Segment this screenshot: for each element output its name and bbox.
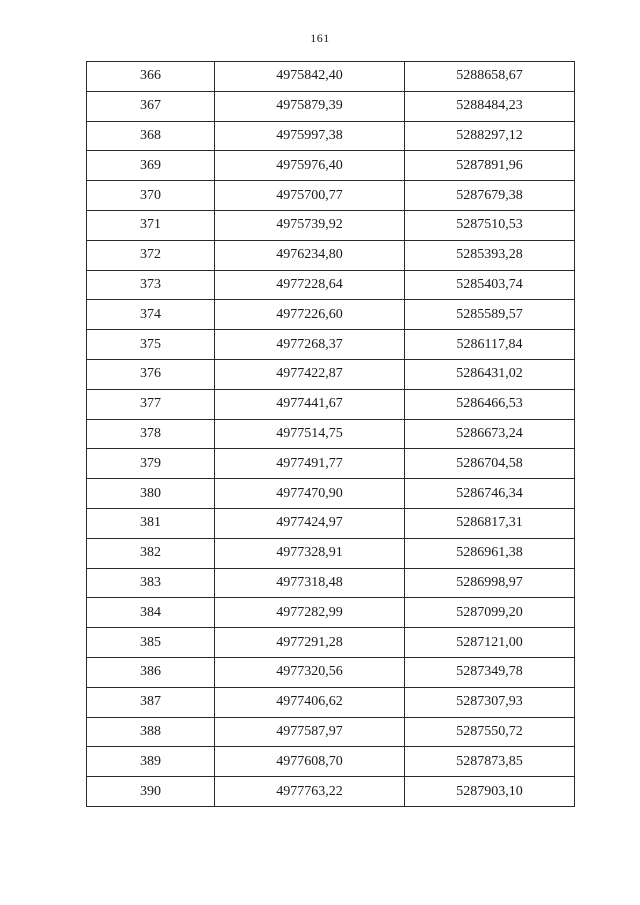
y-coordinate-cell: 5287510,53 [405,210,575,240]
x-coordinate-cell: 4977282,99 [215,598,405,628]
point-number-cell: 384 [87,598,215,628]
y-coordinate-cell: 5287550,72 [405,717,575,747]
table-row [87,419,575,449]
x-coordinate-cell: 4977291,28 [215,628,405,658]
y-coordinate-cell: 5287873,85 [405,747,575,777]
point-number-cell: 390 [87,777,215,807]
y-coordinate-cell: 5288484,23 [405,91,575,121]
table-row [87,210,575,240]
x-coordinate-cell: 4977424,97 [215,508,405,538]
x-coordinate-cell: 4977328,91 [215,538,405,568]
coordinates-table-body [87,62,575,807]
point-number-cell: 368 [87,121,215,151]
table-row [87,657,575,687]
y-coordinate-cell: 5287349,78 [405,657,575,687]
point-number-cell: 372 [87,240,215,270]
y-coordinate-cell: 5286817,31 [405,508,575,538]
point-number-cell: 373 [87,270,215,300]
table-row [87,598,575,628]
y-coordinate-cell: 5287099,20 [405,598,575,628]
x-coordinate-cell: 4977320,56 [215,657,405,687]
y-coordinate-cell: 5285393,28 [405,240,575,270]
point-number-cell: 381 [87,508,215,538]
table-row [87,240,575,270]
x-coordinate-cell: 4975842,40 [215,62,405,92]
y-coordinate-cell: 5285403,74 [405,270,575,300]
table-row [87,181,575,211]
point-number-cell: 378 [87,419,215,449]
point-number-cell: 380 [87,479,215,509]
point-number-cell: 389 [87,747,215,777]
x-coordinate-cell: 4977406,62 [215,687,405,717]
point-number-cell: 379 [87,449,215,479]
x-coordinate-cell: 4975700,77 [215,181,405,211]
table-row [87,449,575,479]
x-coordinate-cell: 4977491,77 [215,449,405,479]
y-coordinate-cell: 5286704,58 [405,449,575,479]
x-coordinate-cell: 4975997,38 [215,121,405,151]
y-coordinate-cell: 5288297,12 [405,121,575,151]
x-coordinate-cell: 4977268,37 [215,330,405,360]
point-number-cell: 386 [87,657,215,687]
table-row [87,538,575,568]
y-coordinate-cell: 5287307,93 [405,687,575,717]
table-row [87,359,575,389]
table-row [87,330,575,360]
table-row [87,777,575,807]
x-coordinate-cell: 4977608,70 [215,747,405,777]
point-number-cell: 385 [87,628,215,658]
y-coordinate-cell: 5286673,24 [405,419,575,449]
table-row [87,62,575,92]
y-coordinate-cell: 5286466,53 [405,389,575,419]
point-number-cell: 382 [87,538,215,568]
x-coordinate-cell: 4977318,48 [215,568,405,598]
y-coordinate-cell: 5286961,38 [405,538,575,568]
table-row [87,270,575,300]
y-coordinate-cell: 5286431,02 [405,359,575,389]
point-number-cell: 383 [87,568,215,598]
x-coordinate-cell: 4975879,39 [215,91,405,121]
point-number-cell: 376 [87,359,215,389]
table-row [87,628,575,658]
x-coordinate-cell: 4975976,40 [215,151,405,181]
x-coordinate-cell: 4975739,92 [215,210,405,240]
table-row [87,300,575,330]
y-coordinate-cell: 5286746,34 [405,479,575,509]
x-coordinate-cell: 4977587,97 [215,717,405,747]
y-coordinate-cell: 5287679,38 [405,181,575,211]
x-coordinate-cell: 4977470,90 [215,479,405,509]
point-number-cell: 388 [87,717,215,747]
point-number-cell: 375 [87,330,215,360]
y-coordinate-cell: 5287121,00 [405,628,575,658]
point-number-cell: 369 [87,151,215,181]
table-row [87,151,575,181]
point-number-cell: 371 [87,210,215,240]
x-coordinate-cell: 4977441,67 [215,389,405,419]
table-row [87,91,575,121]
point-number-cell: 366 [87,62,215,92]
table-row [87,687,575,717]
x-coordinate-cell: 4977763,22 [215,777,405,807]
table-row [87,568,575,598]
x-coordinate-cell: 4976234,80 [215,240,405,270]
x-coordinate-cell: 4977226,60 [215,300,405,330]
point-number-cell: 367 [87,91,215,121]
x-coordinate-cell: 4977514,75 [215,419,405,449]
y-coordinate-cell: 5287891,96 [405,151,575,181]
x-coordinate-cell: 4977422,87 [215,359,405,389]
table-row [87,479,575,509]
table-row [87,389,575,419]
y-coordinate-cell: 5288658,67 [405,62,575,92]
point-number-cell: 374 [87,300,215,330]
table-row [87,508,575,538]
y-coordinate-cell: 5285589,57 [405,300,575,330]
y-coordinate-cell: 5287903,10 [405,777,575,807]
point-number-cell: 377 [87,389,215,419]
y-coordinate-cell: 5286117,84 [405,330,575,360]
table-row [87,717,575,747]
table-row [87,121,575,151]
page-number: 161 [310,31,330,45]
point-number-cell: 387 [87,687,215,717]
coordinates-table [86,61,575,807]
x-coordinate-cell: 4977228,64 [215,270,405,300]
table-row [87,747,575,777]
point-number-cell: 370 [87,181,215,211]
y-coordinate-cell: 5286998,97 [405,568,575,598]
